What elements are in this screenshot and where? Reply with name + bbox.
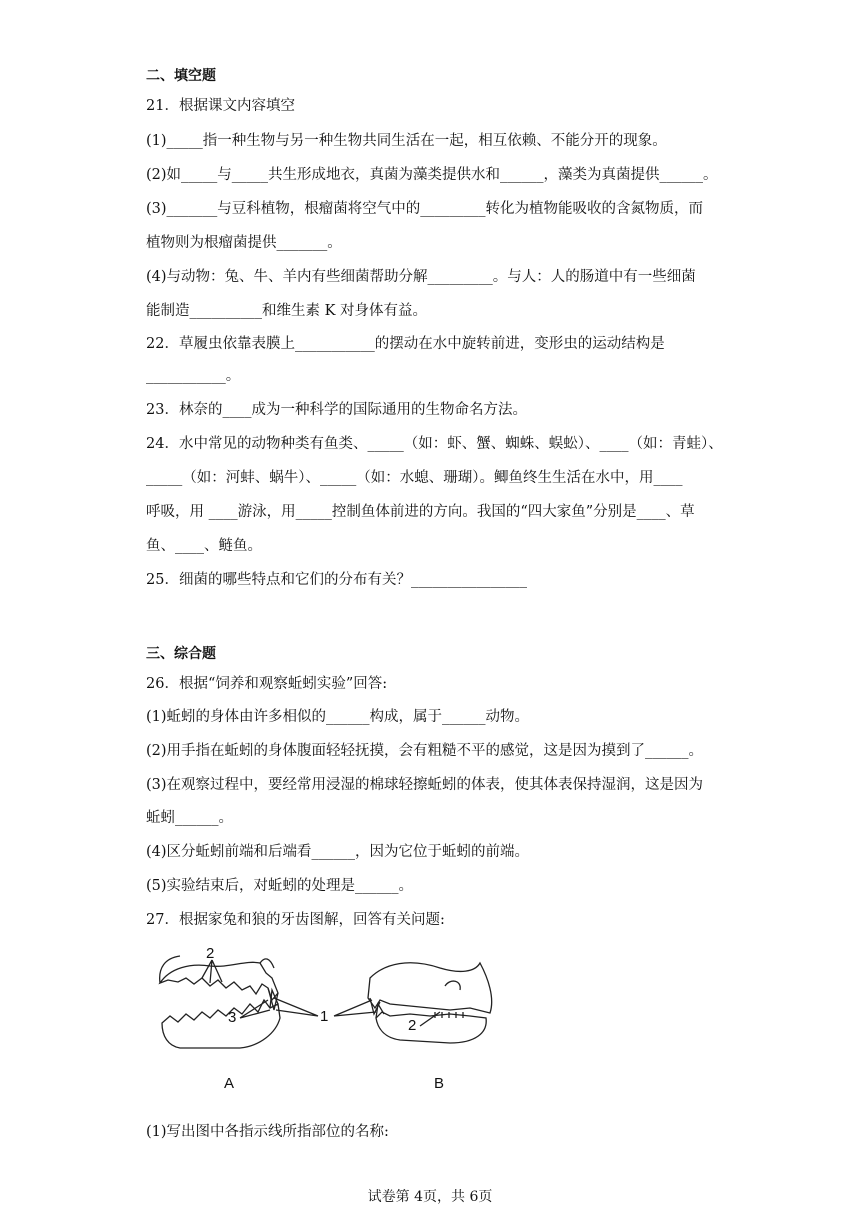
q21-item-2: (2)如_____与_____共生形成地衣，真菌为藻类提供水和______，藻类为真菌提供______。 [146,167,718,183]
q21-title: 21．根据课文内容填空 [146,98,295,114]
q21-item-1: (1)_____指一种生物与另一种生物共同生活在一起，相互依赖、不能分开的现象。 [146,133,667,149]
q26-item-3-cont: 蚯蚓______。 [146,810,233,826]
q26-item-5: (5)实验结束后，对蚯蚓的处理是______。 [146,878,414,894]
label-b: B [434,1075,445,1092]
section-heading-fill-blank: 二、填空题 [146,68,216,84]
q21-item-3-cont: 植物则为根瘤菌提供_______。 [146,235,342,251]
q26-item-1: (1)蚯蚓的身体由许多相似的______构成，属于______动物。 [146,709,530,725]
q24-cont-2: 呼吸，用 ____游泳，用_____控制鱼体前进的方向。我国的“四大家鱼”分别是____、草 [146,504,695,520]
q26-title: 26．根据“饲养和观察蚯蚓实验”回答: [146,676,388,692]
q27-title: 27．根据家兔和狼的牙齿图解，回答有关问题: [146,912,445,928]
pointer-2-b [420,1012,440,1026]
q26-item-3: (3)在观察过程中，要经常用浸湿的棉球轻擦蚯蚓的体表，使其体表保持湿润，这是因为 [146,777,704,793]
q26-item-2: (2)用手指在蚯蚓的身体腹面轻轻抚摸，会有粗糙不平的感觉，这是因为摸到了______。 [146,743,704,759]
q26-item-4: (4)区分蚯蚓前端和后端看______，因为它位于蚯蚓的前端。 [146,844,530,860]
teeth-diagram [150,938,510,1108]
q22-cont: ___________。 [146,368,241,384]
q23: 23．林奈的____成为一种科学的国际通用的生物命名方法。 [146,402,527,418]
q27-item-1: (1)写出图中各指示线所指部位的名称: [146,1124,389,1140]
skull-a-lower-jaw [162,1000,280,1048]
pointer-2-a [202,960,222,983]
page-footer: 试卷第 4页，共 6页 [367,1189,493,1205]
pointer-1-left [274,998,318,1016]
section-heading-comprehensive: 三、综合题 [146,646,216,662]
skull-b-upper [368,963,492,1013]
skull-a-upper-jaw [160,962,278,1000]
q22: 22．草履虫依靠表膜上___________的摆动在水中旋转前进，变形虫的运动结构是 [146,336,665,352]
q21-item-4-cont: 能制造__________和维生素 K 对身体有益。 [146,303,428,319]
label-1: 1 [320,1008,329,1025]
q24: 24．水中常见的动物种类有鱼类、_____（如：虾、蟹、蜘蛛、蜈蚣）、____（如：青蛙）、 [146,436,723,452]
label-3: 3 [228,1009,237,1026]
label-a: A [224,1075,235,1092]
q21-item-3: (3)_______与豆科植物，根瘤菌将空气中的_________转化为植物能吸收的含氮物质，而 [146,201,704,217]
pointer-1-right [334,1000,376,1016]
q24-cont-1: _____（如：河蚌、蜗牛）、_____（如：水螅、珊瑚）。鲫鱼终生生活在水中，用____ [146,470,683,486]
label-2-b: 2 [408,1017,417,1034]
q25: 25．细菌的哪些特点和它们的分布有关？________________ [146,572,527,588]
label-2-a: 2 [206,945,215,962]
skull-b-eye [445,981,460,990]
q24-cont-3: 鱼、____、鲢鱼。 [146,538,262,554]
q21-item-4: (4)与动物：兔、牛、羊内有些细菌帮助分解_________。与人：人的肠道中有一些细菌 [146,269,696,285]
skull-b-lower [376,1012,486,1043]
